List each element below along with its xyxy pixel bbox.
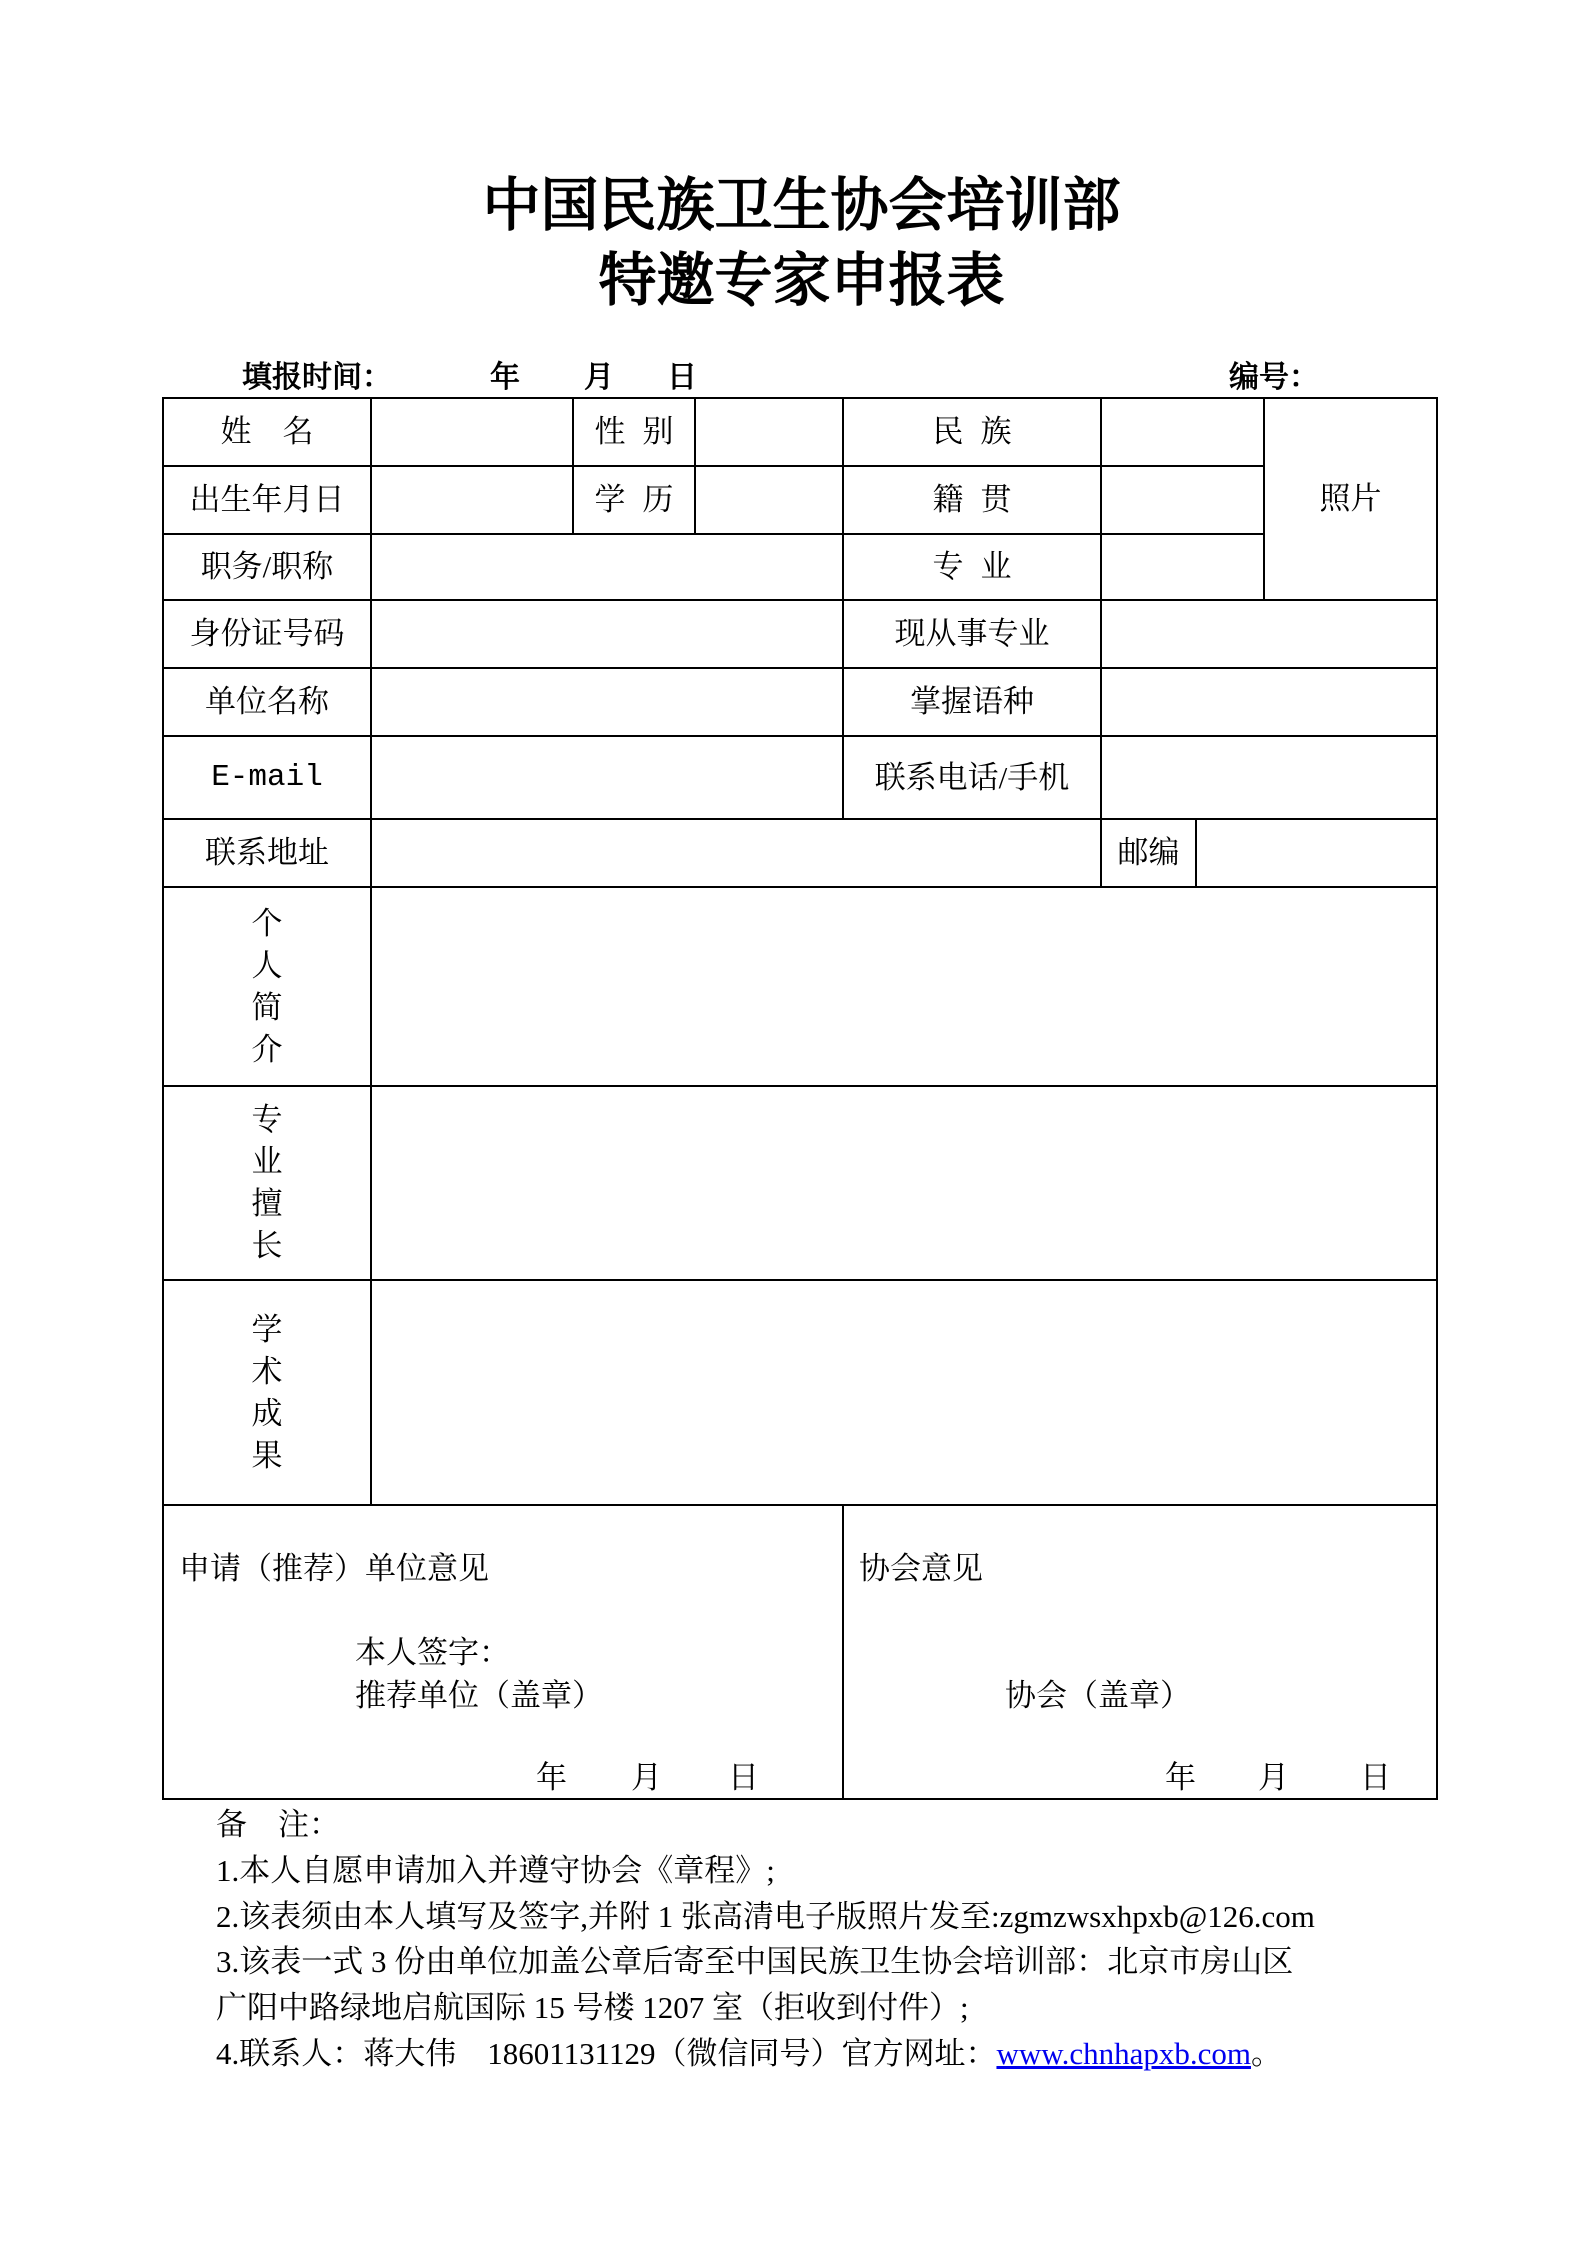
applicant-year-label: 年 (536, 1760, 567, 1795)
page-title-line1: 中国民族卫生协会培训部 (482, 173, 1121, 238)
email-field[interactable] (371, 736, 843, 819)
form-row (163, 1086, 1437, 1280)
applicant-day-label: 日 (728, 1760, 759, 1795)
name-field[interactable] (371, 398, 573, 466)
form-row (163, 600, 1437, 668)
id-number-field[interactable] (371, 600, 843, 668)
applicant-opinion-heading: 申请（推荐）单位意见 (179, 1551, 489, 1586)
form-row (163, 736, 1437, 819)
application-form-table (162, 397, 1438, 1800)
expertise-field[interactable] (371, 1086, 1437, 1280)
education-field[interactable] (695, 466, 843, 534)
major-label: 专 业 (843, 534, 1101, 600)
notes-section (216, 1802, 1315, 2077)
bio-label: 个人简介 (251, 905, 283, 1067)
contact-suffix: 。 (1251, 2035, 1282, 2071)
applicant-opinion-section[interactable] (163, 1505, 843, 1799)
form-row (163, 668, 1437, 736)
note-item: 广阳中路绿地启航国际 15 号楼 1207 室（拒收到付件）; (216, 1990, 969, 2026)
current-field-field[interactable] (1101, 600, 1437, 668)
achievements-field[interactable] (371, 1280, 1437, 1505)
languages-field[interactable] (1101, 668, 1437, 736)
photo-placeholder[interactable]: 照片 (1264, 398, 1437, 600)
achievements-label-cell (163, 1280, 371, 1505)
signature-label: 本人签字： (355, 1635, 510, 1670)
current-field-label: 现从事专业 (843, 600, 1101, 668)
employer-field[interactable] (371, 668, 843, 736)
form-row (163, 534, 1437, 600)
form-row (163, 466, 1437, 534)
birth-date-field[interactable] (371, 466, 573, 534)
hometown-label: 籍 贯 (843, 466, 1101, 534)
ethnicity-field[interactable] (1101, 398, 1264, 466)
note-item: 2.该表须由本人填写及签字,并附 1 张高清电子版照片发至:zgmzwsxhpxb@126.com (216, 1898, 1315, 1934)
address-label: 联系地址 (163, 819, 371, 887)
page-title-line2: 特邀专家申报表 (598, 248, 1005, 313)
birth-date-label: 出生年月日 (163, 466, 371, 534)
bio-label-cell (163, 887, 371, 1086)
contact-phone: 18601131129（微信同号）官方网址： (487, 2035, 997, 2071)
applicant-month-label: 月 (631, 1760, 662, 1795)
form-row (163, 887, 1437, 1086)
employer-label: 单位名称 (163, 668, 371, 736)
job-title-field[interactable] (371, 534, 843, 600)
form-row (163, 1280, 1437, 1505)
postcode-field[interactable] (1196, 819, 1437, 887)
form-row (163, 1505, 1437, 1799)
hometown-field[interactable] (1101, 466, 1264, 534)
serial-number-label: 编号： (1229, 361, 1319, 394)
achievements-label: 学术成果 (251, 1311, 283, 1473)
note-item: 3.该表一式 3 份由单位加盖公章后寄至中国民族卫生协会培训部：北京市房山区 (216, 1944, 1294, 1980)
fill-time-label: 填报时间： (242, 361, 392, 394)
association-month-label: 月 (1258, 1760, 1289, 1795)
association-opinion-heading: 协会意见 (859, 1551, 983, 1586)
phone-label: 联系电话/手机 (843, 736, 1101, 819)
association-day-label: 日 (1360, 1760, 1391, 1795)
contact-person: 4.联系人：蒋大伟 (216, 2035, 457, 2071)
notes-heading: 备 注： (216, 1807, 340, 1842)
education-label: 学 历 (573, 466, 695, 534)
header-month-label: 月 (584, 361, 614, 394)
languages-label: 掌握语种 (843, 668, 1101, 736)
gender-label: 性 别 (573, 398, 695, 466)
note-item: 1.本人自愿申请加入并遵守协会《章程》; (216, 1852, 775, 1888)
job-title-label: 职务/职称 (163, 534, 371, 600)
expertise-label: 专业擅长 (251, 1102, 283, 1263)
name-label: 姓 名 (163, 398, 371, 466)
phone-field[interactable] (1101, 736, 1437, 819)
expertise-label-cell (163, 1086, 371, 1280)
form-row (163, 819, 1437, 887)
address-field[interactable] (371, 819, 1101, 887)
association-opinion-section[interactable] (843, 1505, 1437, 1799)
website-link[interactable]: www.chnhapxb.com (996, 2035, 1251, 2071)
association-seal-label: 协会（盖章） (1005, 1678, 1191, 1713)
gender-field[interactable] (695, 398, 843, 466)
contact-note (216, 2031, 1315, 2077)
major-field[interactable] (1101, 534, 1264, 600)
form-row (163, 398, 1437, 466)
postcode-label: 邮编 (1101, 819, 1196, 887)
header-year-label: 年 (490, 361, 520, 394)
association-year-label: 年 (1165, 1760, 1196, 1795)
ethnicity-label: 民 族 (843, 398, 1101, 466)
header-day-label: 日 (667, 361, 697, 394)
id-number-label: 身份证号码 (163, 600, 371, 668)
recommender-seal-label: 推荐单位（盖章） (355, 1678, 603, 1713)
bio-field[interactable] (371, 887, 1437, 1086)
email-label: E-mail (163, 736, 371, 819)
